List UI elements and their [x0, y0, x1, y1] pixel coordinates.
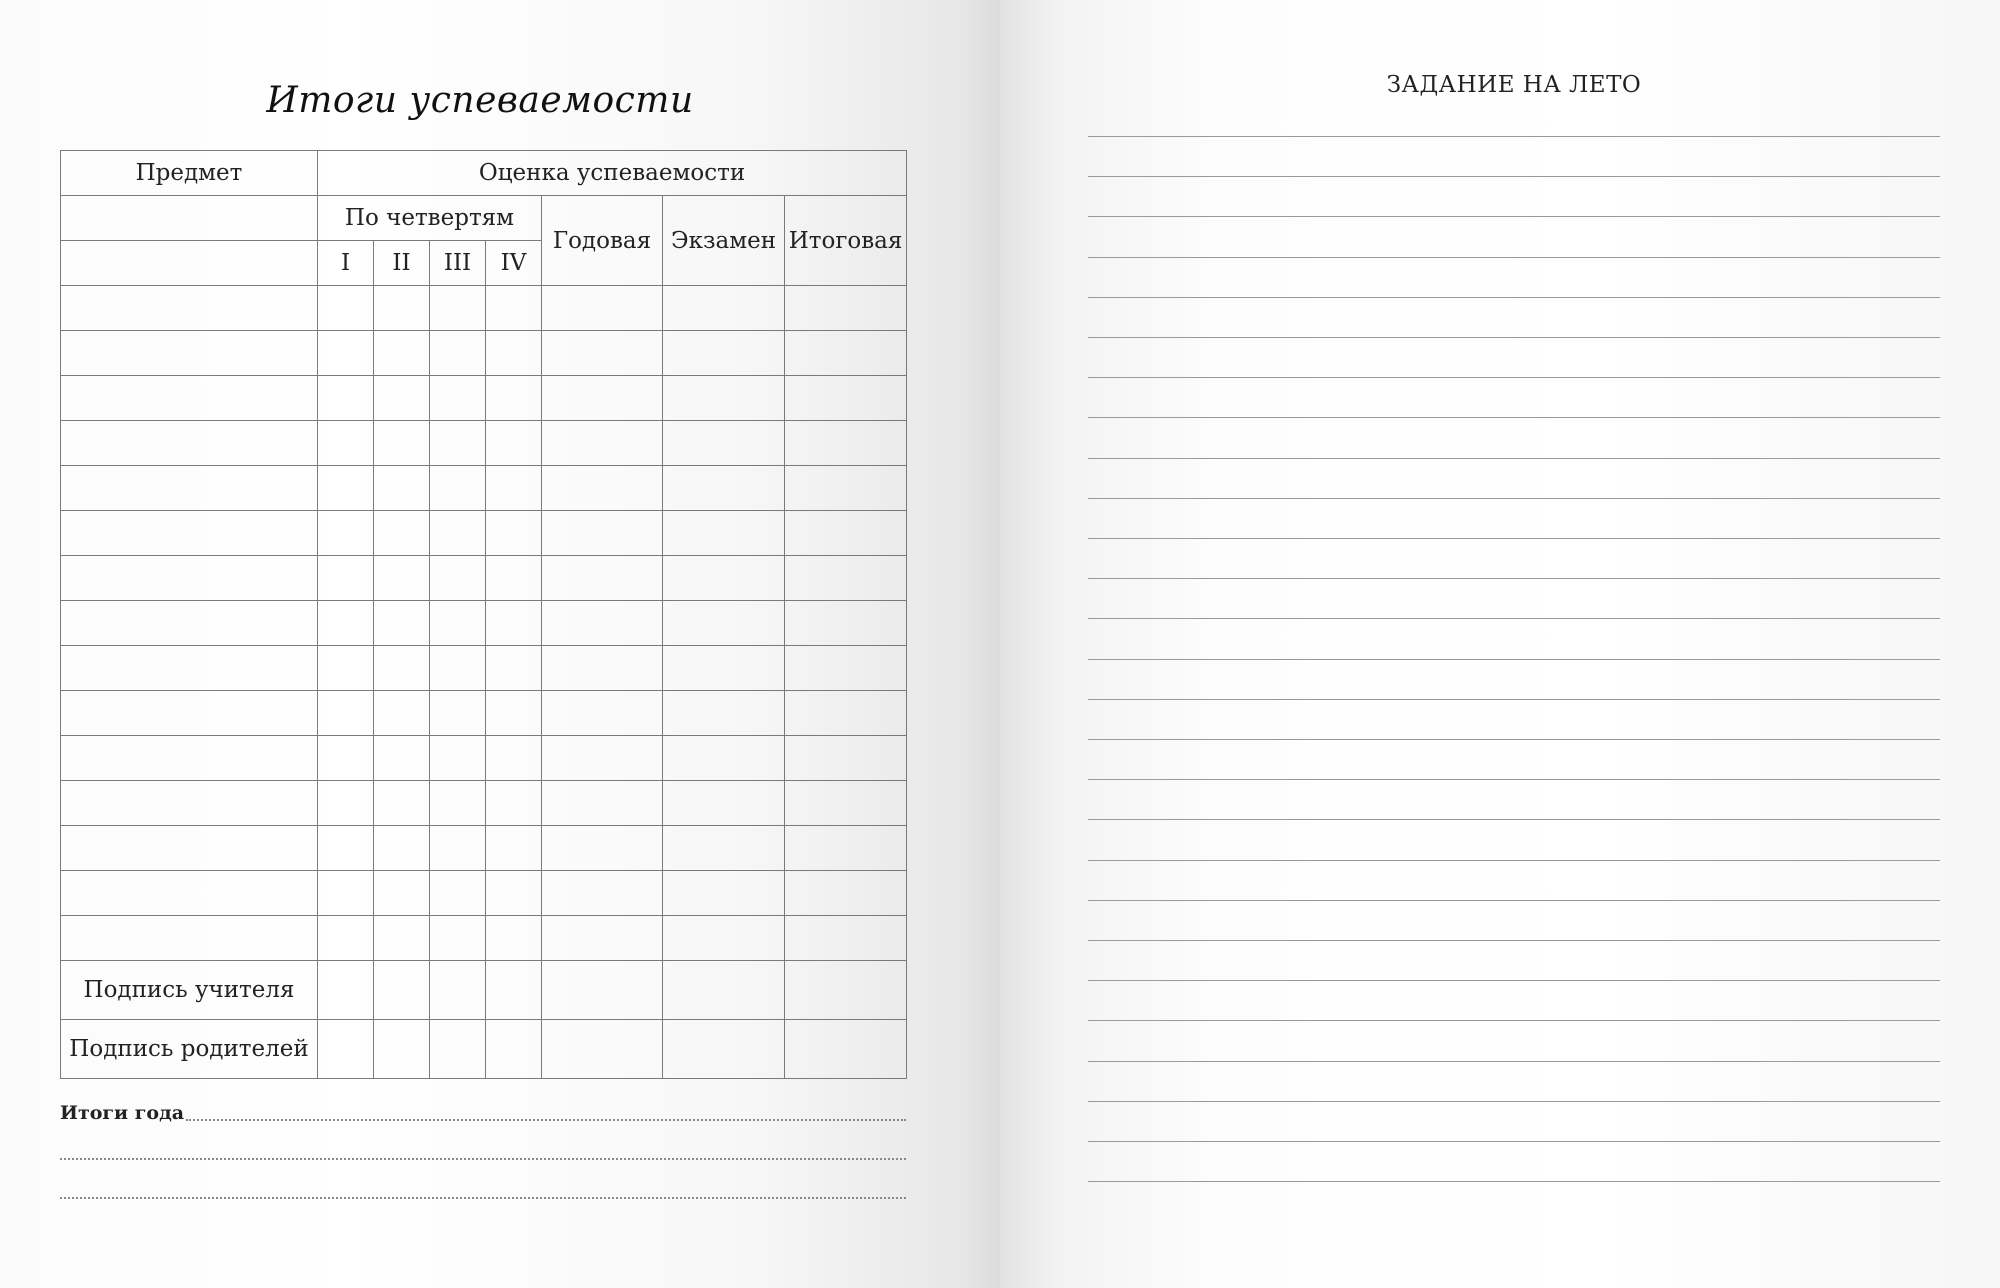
grade-cell[interactable]: [785, 556, 907, 601]
teacher-signature-label: Подпись учителя: [61, 961, 318, 1020]
grade-cell[interactable]: [785, 421, 907, 466]
subject-cell[interactable]: [61, 646, 318, 691]
grade-cell[interactable]: [486, 331, 542, 376]
grade-cell[interactable]: [785, 781, 907, 826]
grade-cell[interactable]: [318, 1020, 374, 1079]
grade-cell[interactable]: [542, 961, 663, 1020]
grade-cell[interactable]: [542, 466, 663, 511]
grade-cell[interactable]: [785, 286, 907, 331]
grade-cell[interactable]: [430, 781, 486, 826]
grade-cell[interactable]: [430, 826, 486, 871]
writing-line[interactable]: [1088, 779, 1940, 780]
subject-cell[interactable]: [61, 826, 318, 871]
grade-cell[interactable]: [663, 871, 785, 916]
grade-cell[interactable]: [430, 646, 486, 691]
grade-cell[interactable]: [663, 331, 785, 376]
grade-cell[interactable]: [542, 331, 663, 376]
table-row: [61, 556, 907, 601]
grade-cell[interactable]: [785, 736, 907, 781]
grade-cell[interactable]: [785, 601, 907, 646]
grade-cell[interactable]: [663, 466, 785, 511]
grade-cell[interactable]: [318, 556, 374, 601]
grade-cell[interactable]: [542, 376, 663, 421]
grade-cell[interactable]: [663, 916, 785, 961]
grade-cell[interactable]: [430, 691, 486, 736]
writing-line[interactable]: [1088, 659, 1940, 660]
grade-cell[interactable]: [785, 646, 907, 691]
table-row: [61, 691, 907, 736]
grade-cell[interactable]: [486, 556, 542, 601]
grade-cell[interactable]: [486, 691, 542, 736]
summer-task-title: ЗАДАНИЕ НА ЛЕТО: [1386, 72, 1642, 98]
subject-cell[interactable]: [61, 691, 318, 736]
table-row: [61, 466, 907, 511]
grade-cell[interactable]: [374, 916, 430, 961]
grade-cell[interactable]: [542, 691, 663, 736]
grade-cell[interactable]: [542, 1020, 663, 1079]
grade-cell[interactable]: [785, 1020, 907, 1079]
subject-cell[interactable]: [61, 871, 318, 916]
grade-cell[interactable]: [430, 286, 486, 331]
grade-cell[interactable]: [542, 556, 663, 601]
grade-cell[interactable]: [374, 601, 430, 646]
table-row: [61, 826, 907, 871]
grade-cell[interactable]: [542, 736, 663, 781]
grade-cell[interactable]: [486, 961, 542, 1020]
table-row: [61, 781, 907, 826]
grade-cell[interactable]: [318, 376, 374, 421]
grade-cell[interactable]: [486, 781, 542, 826]
grade-cell[interactable]: [542, 511, 663, 556]
quarters-header: По четвертям: [318, 196, 542, 241]
grade-cell[interactable]: [663, 826, 785, 871]
table-row: [61, 916, 907, 961]
writing-line[interactable]: [1088, 216, 1940, 217]
grade-cell[interactable]: [430, 556, 486, 601]
summary-dotted-line[interactable]: [60, 1197, 906, 1199]
grade-cell[interactable]: [663, 556, 785, 601]
exam-header: Экзамен: [663, 196, 785, 286]
writing-line[interactable]: [1088, 940, 1940, 941]
grade-cell[interactable]: [374, 376, 430, 421]
grade-cell[interactable]: [374, 286, 430, 331]
grade-cell[interactable]: [430, 511, 486, 556]
grade-cell[interactable]: [785, 916, 907, 961]
writing-line[interactable]: [1088, 1181, 1940, 1182]
grade-cell[interactable]: [785, 691, 907, 736]
writing-line[interactable]: [1088, 1141, 1940, 1142]
grade-cell[interactable]: [430, 871, 486, 916]
subject-cell[interactable]: [61, 556, 318, 601]
table-row: [61, 871, 907, 916]
grade-cell[interactable]: [318, 421, 374, 466]
annual-header: Годовая: [542, 196, 663, 286]
grade-cell[interactable]: [486, 736, 542, 781]
table-row: [61, 376, 907, 421]
grade-cell[interactable]: [486, 1020, 542, 1079]
page-title: Итоги успеваемости: [266, 80, 694, 121]
grade-cell[interactable]: [374, 421, 430, 466]
writing-line[interactable]: [1088, 458, 1940, 459]
quarter-header: III: [430, 241, 486, 286]
grade-cell[interactable]: [430, 916, 486, 961]
grade-cell[interactable]: [486, 421, 542, 466]
subject-header: Предмет: [61, 151, 318, 196]
subject-cell[interactable]: [61, 241, 318, 286]
grade-cell[interactable]: [318, 511, 374, 556]
grade-cell[interactable]: [430, 331, 486, 376]
writing-line[interactable]: [1088, 1061, 1940, 1062]
subject-cell[interactable]: [61, 466, 318, 511]
grade-cell[interactable]: [542, 781, 663, 826]
grade-cell[interactable]: [663, 781, 785, 826]
grade-cell[interactable]: [785, 511, 907, 556]
writing-line[interactable]: [1088, 377, 1940, 378]
grade-cell[interactable]: [374, 331, 430, 376]
grade-cell[interactable]: [318, 466, 374, 511]
subject-cell[interactable]: [61, 196, 318, 241]
table-row: [61, 286, 907, 331]
table-row: [61, 331, 907, 376]
grade-cell[interactable]: [374, 1020, 430, 1079]
table-row: [61, 601, 907, 646]
grade-cell[interactable]: [374, 826, 430, 871]
writing-line[interactable]: [1088, 337, 1940, 338]
grade-cell[interactable]: [486, 376, 542, 421]
grade-cell[interactable]: [318, 646, 374, 691]
writing-line[interactable]: [1088, 860, 1940, 861]
subject-cell[interactable]: [61, 916, 318, 961]
grade-cell[interactable]: [486, 601, 542, 646]
writing-line[interactable]: [1088, 699, 1940, 700]
grade-cell[interactable]: [542, 646, 663, 691]
subject-cell[interactable]: [61, 331, 318, 376]
grade-cell[interactable]: [430, 736, 486, 781]
grade-cell[interactable]: [318, 826, 374, 871]
grade-cell[interactable]: [663, 421, 785, 466]
writing-line[interactable]: [1088, 900, 1940, 901]
grade-cell[interactable]: [374, 556, 430, 601]
grade-cell[interactable]: [374, 736, 430, 781]
grade-cell[interactable]: [663, 646, 785, 691]
grade-cell[interactable]: [374, 511, 430, 556]
grade-cell[interactable]: [318, 601, 374, 646]
grade-cell[interactable]: [374, 961, 430, 1020]
writing-line[interactable]: [1088, 176, 1940, 177]
subject-cell[interactable]: [61, 781, 318, 826]
grade-cell[interactable]: [430, 466, 486, 511]
grade-cell[interactable]: [318, 331, 374, 376]
grade-cell[interactable]: [374, 781, 430, 826]
writing-line[interactable]: [1088, 618, 1940, 619]
quarter-header: IV: [486, 241, 542, 286]
grade-cell[interactable]: [663, 736, 785, 781]
grade-cell[interactable]: [486, 646, 542, 691]
year-summary-label: Итоги года: [60, 1102, 185, 1124]
grade-cell[interactable]: [430, 1020, 486, 1079]
writing-line[interactable]: [1088, 136, 1940, 137]
grade-cell[interactable]: [374, 871, 430, 916]
grade-cell[interactable]: [663, 376, 785, 421]
grade-cell[interactable]: [374, 691, 430, 736]
grade-cell[interactable]: [785, 466, 907, 511]
final-header: Итоговая: [785, 196, 907, 286]
grade-cell[interactable]: [663, 691, 785, 736]
table-row: [61, 511, 907, 556]
summary-dotted-line[interactable]: [186, 1119, 906, 1121]
grade-cell[interactable]: [785, 331, 907, 376]
subject-cell[interactable]: [61, 511, 318, 556]
grade-cell[interactable]: [542, 826, 663, 871]
grade-cell[interactable]: [542, 286, 663, 331]
writing-line[interactable]: [1088, 739, 1940, 740]
grade-cell[interactable]: [542, 916, 663, 961]
writing-line[interactable]: [1088, 417, 1940, 418]
writing-line[interactable]: [1088, 980, 1940, 981]
writing-line[interactable]: [1088, 819, 1940, 820]
grade-cell[interactable]: [785, 961, 907, 1020]
grade-cell[interactable]: [663, 961, 785, 1020]
subject-cell[interactable]: [61, 376, 318, 421]
writing-line[interactable]: [1088, 297, 1940, 298]
subject-cell[interactable]: [61, 421, 318, 466]
grade-cell[interactable]: [318, 286, 374, 331]
table-row: [61, 421, 907, 466]
grade-cell[interactable]: [785, 826, 907, 871]
grade-cell[interactable]: [663, 511, 785, 556]
grade-cell[interactable]: [663, 601, 785, 646]
writing-line[interactable]: [1088, 498, 1940, 499]
writing-line[interactable]: [1088, 578, 1940, 579]
ruled-lines: [1088, 100, 1940, 1200]
grade-cell[interactable]: [430, 601, 486, 646]
grade-cell[interactable]: [785, 376, 907, 421]
grade-cell[interactable]: [318, 871, 374, 916]
grade-cell[interactable]: [430, 961, 486, 1020]
subject-cell[interactable]: [61, 286, 318, 331]
parent-signature-label: Подпись родителей: [61, 1020, 318, 1079]
grade-cell[interactable]: [318, 691, 374, 736]
summary-dotted-line[interactable]: [60, 1158, 906, 1160]
table-row: [61, 646, 907, 691]
writing-line[interactable]: [1088, 257, 1940, 258]
grade-cell[interactable]: [318, 916, 374, 961]
grade-cell[interactable]: [542, 871, 663, 916]
grade-cell[interactable]: [663, 286, 785, 331]
grades-table: [60, 150, 907, 1079]
grade-cell[interactable]: [542, 421, 663, 466]
quarter-header: II: [374, 241, 430, 286]
grade-cell[interactable]: [318, 781, 374, 826]
grade-cell[interactable]: [430, 421, 486, 466]
grade-cell[interactable]: [374, 646, 430, 691]
quarter-header: I: [318, 241, 374, 286]
grade-cell[interactable]: [785, 871, 907, 916]
subject-cell[interactable]: [61, 601, 318, 646]
grade-cell[interactable]: [486, 286, 542, 331]
writing-line[interactable]: [1088, 538, 1940, 539]
grade-cell[interactable]: [318, 736, 374, 781]
grade-cell[interactable]: [430, 376, 486, 421]
grade-cell[interactable]: [486, 466, 542, 511]
grade-cell[interactable]: [486, 826, 542, 871]
grade-cell[interactable]: [542, 601, 663, 646]
grade-cell[interactable]: [486, 511, 542, 556]
table-row: [61, 736, 907, 781]
grade-cell[interactable]: [486, 916, 542, 961]
grade-cell[interactable]: [318, 961, 374, 1020]
grade-header: Оценка успеваемости: [318, 151, 907, 196]
grade-cell[interactable]: [486, 871, 542, 916]
grade-cell[interactable]: [663, 1020, 785, 1079]
grade-cell[interactable]: [374, 466, 430, 511]
subject-cell[interactable]: [61, 736, 318, 781]
writing-line[interactable]: [1088, 1101, 1940, 1102]
writing-line[interactable]: [1088, 1020, 1940, 1021]
